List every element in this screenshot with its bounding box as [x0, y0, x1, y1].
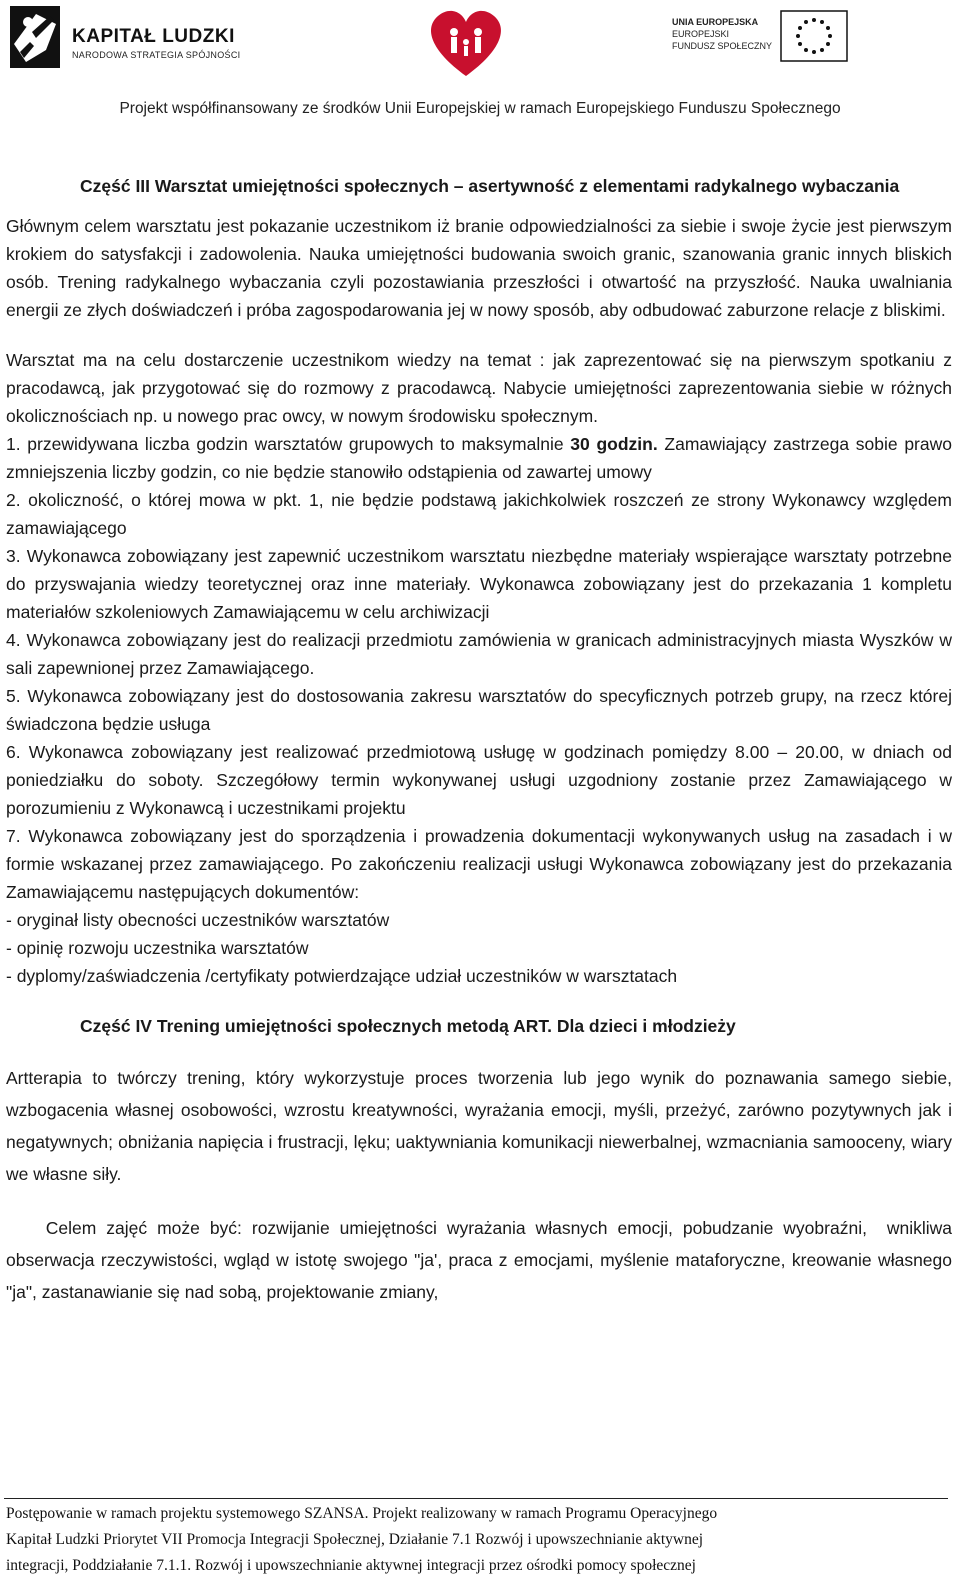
part3-intro: Głównym celem warsztatu jest pokazanie uczestnikom iż branie odpowiedzialności za siebie i swoje życie jest pierwszym krokiem do satysfakcji i zadowolenia. Nauka umiejętności budowania swoich granic, szanowania granic innych bliskich osób. Trening radykalnego wybaczania czyli pozostawiania przeszłości i otwartość na przyszłość. Nauka uwalniania energii ze złych doświadczeń i próba zagospodarowania jej w nowy sposób, aby odbudować zaburzone relacje z bliskimi.	[6, 216, 952, 320]
item1-hours: 30 godzin.	[570, 434, 658, 454]
part4-paragraph-2: Celem zajęć może być: rozwijanie umiejętności wyrażania własnych emocji, pobudzanie wyobraźni, wnikliwa obserwacja rzeczywistości, wgląd w istotę swojego "ja', praca z emocjami, myślenie mataforyczne, kreowanie własnego "ja", zastanawianie się nad sobą, projektowanie zmiany,	[6, 1218, 957, 1302]
part4-heading: Część IV Trening umiejętności społecznych metodą ART. Dla dzieci i młodzieży	[80, 1016, 736, 1036]
eu-logo-line3: FUNDUSZ SPOŁECZNY	[672, 41, 773, 51]
eu-logo-text	[672, 16, 772, 52]
eu-logo-line1: UNIA EUROPEJSKA	[672, 17, 759, 27]
kapital-ludzki-emblem-icon	[6, 4, 64, 70]
eu-logo-line2: EUROPEJSKI	[672, 29, 730, 39]
szansa-project-logo	[420, 2, 512, 82]
document-body	[6, 172, 957, 1308]
doc-list-item: - opinię rozwoju uczestnika warsztatów	[6, 938, 309, 958]
cofinance-notice: Projekt współfinansowany ze środków Unii Europejskiej w ramach Europejskiego Funduszu Społecznego	[119, 100, 841, 117]
part4-body	[6, 1062, 957, 1308]
part3-goal: Warsztat ma na celu dostarczenie uczestnikom wiedzy na temat : jak zaprezentować się na pierwszym spotkaniu z pracodawcą, jak przygotować się do rozmowy z pracodawcą. Nabycie umiejętności zaprezentowania siebie w różnych okolicznościach np. u nowego prac owcy, w nowym środowisku społecznym.	[6, 350, 952, 426]
page-footer	[0, 1498, 960, 1588]
doc-list-item: - oryginał listy obecności uczestników warsztatów	[6, 910, 390, 930]
part3-item-3: 3. Wykonawca zobowiązany jest zapewnić uczestnikom warsztatu niezbędne materiały wspierające warsztaty potrzebne do przyswajania wiedzy teoretycznej oraz inne materiały. Wykonawca zobowiązany jest do przekazania 1 kompletu materiałów szkoleniowych Zamawiającemu w celu archiwizacji	[6, 546, 952, 622]
doc-list-item: - dyplomy/zaświadczenia /certyfikaty potwierdzające udział uczestników w warsztatach	[6, 966, 678, 986]
footer-line-2: Kapitał Ludzki Priorytet VII Promocja Integracji Społecznej, Działanie 7.1 Rozwój i upowszechnianie aktywnej	[6, 1531, 704, 1548]
page-header	[0, 0, 960, 117]
part3-item-6: 6. Wykonawca zobowiązany jest realizować przedmiotową usługę w godzinach pomiędzy 8.00 – 20.00, w dniach od poniedziałku do soboty. Szczegółowy termin wykonywanej usługi uzgodniony zostanie przez Zamawiającego w porozumieniu z Wykonawcą i uczestnikami projektu	[6, 742, 952, 818]
eu-efs-logo	[672, 8, 856, 68]
item1-text-c: Zamawiający zastrzega sobie prawo zmniejszenia liczby godzin, co nie będzie stanowiło odstąpienia od zawartej umowy	[6, 434, 952, 482]
footer-line-1: Postępowanie w ramach projektu systemowego SZANSA. Projekt realizowany w ramach Programu Operacyjnego	[6, 1505, 718, 1522]
eu-flag-icon	[780, 10, 848, 62]
item1-text-a: 1. przewidywana liczba godzin warsztatów grupowych to maksymalnie	[6, 434, 571, 454]
part3-item-5: 5. Wykonawca zobowiązany jest do dostosowania zakresu warsztatów do specyficznych potrzeb grupy, na rzecz której świadczona będzie usługa	[6, 686, 952, 734]
footer-divider	[4, 1498, 948, 1499]
part3-item-7: 7. Wykonawca zobowiązany jest do sporządzenia i prowadzenia dokumentacji wykonywanych usług na zasadach i w formie wskazanej przez zamawiającego. Po zakończeniu realizacji usługi Wykonawca zobowiązany jest do przekazania Zamawiającemu następujących dokumentów:	[6, 826, 952, 902]
kl-logo-subtitle: NARODOWA STRATEGIA SPÓJNOŚCI	[72, 50, 241, 60]
footer-text	[6, 1501, 906, 1579]
part3-item-2: 2. okoliczność, o której mowa w pkt. 1, nie będzie podstawą jakichkolwiek roszczeń ze strony Wykonawcy względem zamawiającego	[6, 490, 952, 538]
kapital-ludzki-logo	[6, 4, 246, 74]
kl-logo-title: KAPITAŁ LUDZKI	[72, 26, 235, 47]
part4-paragraph-1: Artterapia to twórczy trening, który wykorzystuje proces tworzenia lub jego wynik do poznawania samego siebie, wzbogacenia własnej osobowości, wzrostu kreatywności, wyrażania emocji, myśli, przeżyć, zarówno pozytywnych jak i negatywnych; obniżania napięcia i frustracji, lęku; uaktywniania komunikacji niewerbalnej, wzmacniania samooceny, wiary we własne siły.	[6, 1068, 952, 1184]
part3-item-4: 4. Wykonawca zobowiązany jest do realizacji przedmiotu zamówienia w granicach administracyjnych miasta Wyszków w sali zapewnionej przez Zamawiającego.	[6, 630, 952, 678]
footer-line-3: integracji, Poddziałanie 7.1.1. Rozwój i upowszechnianie aktywnej integracji przez ośrodki pomocy społecznej	[6, 1557, 696, 1574]
part3-item-1	[6, 430, 952, 486]
part3-heading: Część III Warsztat umiejętności społecznych – asertywność z elementami radykalnego wybaczania	[80, 176, 900, 196]
